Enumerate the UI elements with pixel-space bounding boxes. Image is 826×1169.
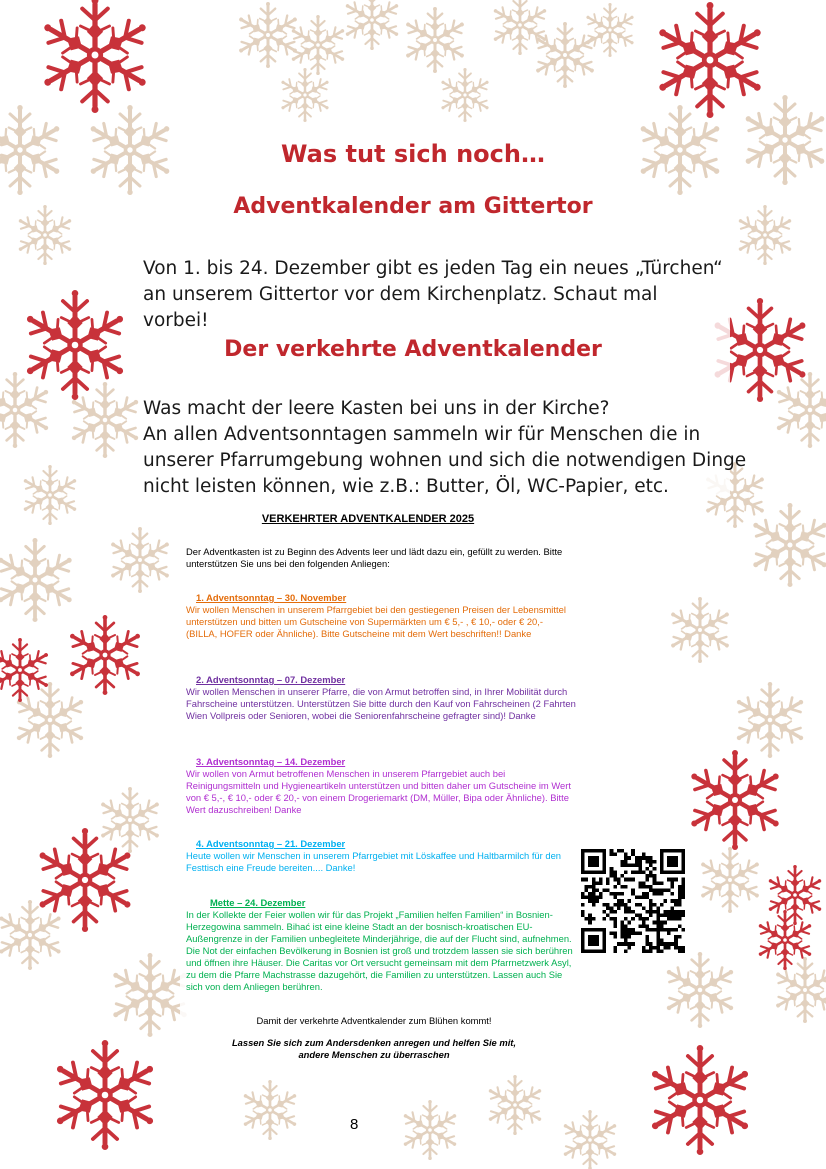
flyer-item bbox=[186, 897, 576, 993]
flyer-intro: Der Adventkasten ist zu Beginn des Advents leer und lädt dazu ein, gefüllt zu werden. Bitte unterstützen Sie uns bei den folgenden Anliegen: bbox=[186, 546, 563, 569]
qr-code[interactable] bbox=[581, 849, 685, 953]
verkehrt-line: nicht leisten können, wie z.B.: Butter, Öl, WC-Papier, etc. bbox=[143, 476, 669, 497]
flyer-item-text: Wir wollen von Armut betroffenen Menschen in unserem Pfarrgebiet auch bei Reinigungsmitteln und Hygieneartikeln unterstützen und bitten daher um Gutscheine im Wert von € 5,-, € 10,- oder € 20,- von einem Drogeriemarkt (DM, Müller, Bipa oder Ähnliche). Bitte Wert dazuschreiben! Danke bbox=[186, 768, 571, 815]
verkehrt-line: Was macht der leere Kasten bei uns in der Kirche? bbox=[143, 398, 610, 419]
flyer-item-text: Wir wollen Menschen in unserem Pfarrgebiet bei den gestiegenen Preisen der Lebensmittel unterstützen und bitten um Gutscheine von Supermärkten um € 5,- , € 10,- oder € 20,- (BILLA, HOFER oder Ähnliche). Bitte Gutscheine mit dem Wert beschriften!! Danke bbox=[186, 604, 566, 639]
flyer-closing: Damit der verkehrte Adventkalender zum Blühen kommt! bbox=[256, 1015, 492, 1026]
flyer-item-heading: 2. Adventsonntag – 07. Dezember bbox=[196, 674, 346, 685]
verkehrt-paragraph bbox=[143, 396, 747, 500]
gittertor-paragraph: Von 1. bis 24. Dezember gibt es jeden Tag ein neues „Türchen“ an unserem Gittertor vor dem Kirchenplatz. Schaut mal vorbei! bbox=[143, 258, 723, 331]
page-number: 8 bbox=[350, 1116, 359, 1133]
flyer-slogan bbox=[186, 1037, 562, 1061]
flyer-item-text: In der Kollekte der Feier wollen wir für das Projekt „Familien helfen Familien“ in Bosnien-Herzegowina sammeln. Bihać ist eine kleine Stadt an der bosnisch-kroatischen EU-Außengrenze in der Familien unbegleitete Minderjährige, die auf der Flucht sind, aufnehmen. Die Not der einfachen Bevölkerung in Bosnien ist groß und trotzdem lassen sie sich berühren und öffnen ihre Häuser. Die Caritas vor Ort versucht gemeinsam mit dem Pfarrnetzwerk Asyl, zu dem die Pfarre Machstrasse dazugehört, die Familien zu unterstützen. Lassen auch Sie sich von dem Anliegen berühren. bbox=[186, 909, 573, 992]
flyer-item-heading: 1. Adventsonntag – 30. November bbox=[196, 592, 347, 603]
flyer-item bbox=[186, 756, 576, 816]
slogan-line: Lassen Sie sich zum Andersdenken anregen und helfen Sie mit, bbox=[231, 1037, 517, 1048]
flyer-item-text: Wir wollen Menschen in unserer Pfarre, die von Armut betroffen sind, in Ihrer Mobilität durch Fahrscheine unterstützen. Unterstützen Sie bitte durch den Kauf von Fahrscheinen (2 Fahrten Wien Vollpreis oder Senioren, wobei die Seniorenfahrscheine gefragter sind)! Danke bbox=[186, 686, 576, 721]
flyer-item-heading: 4. Adventsonntag – 21. Dezember bbox=[196, 838, 346, 849]
page-title: Was tut sich noch… bbox=[281, 140, 545, 168]
flyer-item bbox=[186, 592, 576, 640]
flyer-item bbox=[186, 838, 576, 874]
flyer-item-text: Heute wollen wir Menschen in unserem Pfarrgebiet mit Löskaffee und Haltbarmilch für den Festtisch eine Freude bereiten.... Danke! bbox=[186, 850, 562, 873]
verkehrt-line: An allen Adventsonntagen sammeln wir für Menschen die in bbox=[143, 424, 701, 445]
section-heading-verkehrt: Der verkehrte Adventkalender bbox=[224, 337, 602, 362]
section-heading-gittertor: Adventkalender am Gittertor bbox=[233, 194, 593, 219]
slogan-line: andere Menschen zu überraschen bbox=[298, 1049, 450, 1060]
flyer-item-heading: Mette – 24. Dezember bbox=[210, 897, 306, 908]
flyer-title: VERKEHRTER ADVENTKALENDER 2025 bbox=[261, 513, 475, 525]
flyer-item-heading: 3. Adventsonntag – 14. Dezember bbox=[196, 756, 346, 767]
verkehrt-line: unserer Pfarrumgebung wohnen und sich die notwendigen Dinge bbox=[143, 450, 747, 471]
flyer-item bbox=[186, 674, 576, 722]
